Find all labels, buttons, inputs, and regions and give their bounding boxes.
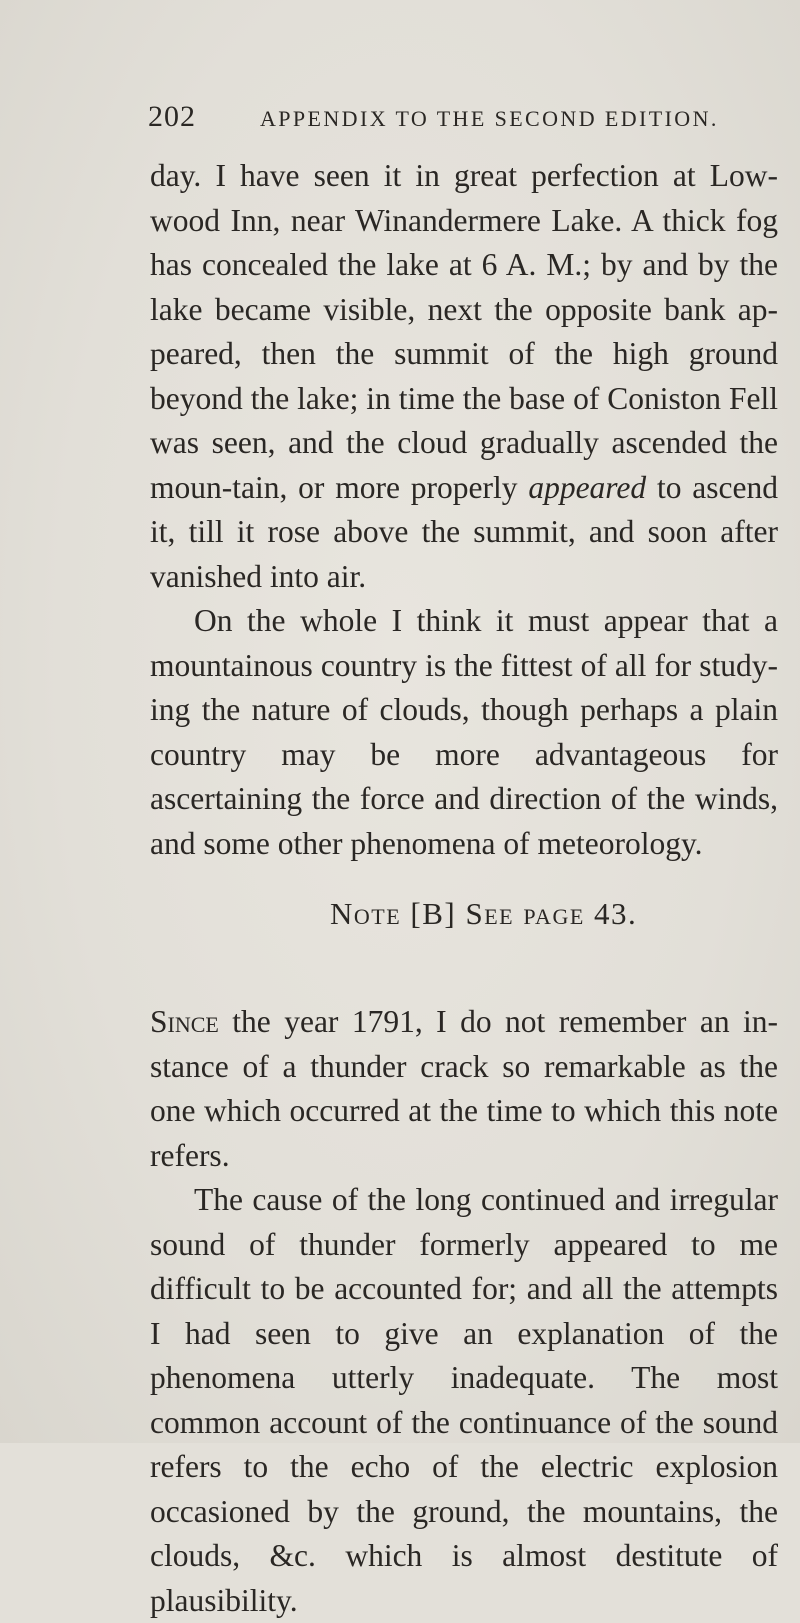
lead-word: Since <box>150 1004 219 1039</box>
paragraph <box>150 1000 778 1178</box>
page-number: 202 <box>148 100 196 133</box>
note-heading: Note [B] See page 43. <box>330 896 638 931</box>
paragraph-text: to ascend it, till it rose above the summit, and soon after vanished into air. <box>150 469 778 594</box>
paragraph-text: day. I have seen it in great perfection at Low-wood Inn, near Winandermere Lake. A thick fog has concealed the lake at 6 A. M.; by and by the lake became visible, next the opposite bank ap-peared, then the summit of the high ground beyond the lake; in time the base of Coniston Fell was seen, and the cloud gradually ascended the moun-tain, or more properly <box>150 158 778 505</box>
paragraph-text: the year 1791, I do not remember an in-stance of a thunder crack so remarkable as the one which occurred at the time to which this note refers. <box>150 1004 778 1173</box>
body-text-section-1 <box>150 154 778 866</box>
body-text-section-2 <box>150 1000 778 1623</box>
paragraph-continued <box>150 154 778 599</box>
emphasized-word: appeared <box>528 469 647 505</box>
paragraph: On the whole I think it must appear that a mountainous country is the fittest of all for study-ing the nature of clouds, though perhaps a plain country may be more advantageous for ascertaining the force and direction of the winds, and some other phenomena of meteorology. <box>150 603 778 861</box>
paragraph: The cause of the long continued and irregular sound of thunder formerly appeared to me difficult to be accounted for; and all the attempts I had seen to give an explanation of the phenomena utterly inadequate. The most common account of the continuance of the sound refers to the echo of the electric explosion occasioned by the ground, the mountains, the clouds, &c. which is almost destitute of plausibility. <box>150 1182 778 1618</box>
page-header <box>148 100 778 140</box>
running-head: APPENDIX TO THE SECOND EDITION. <box>260 106 719 131</box>
